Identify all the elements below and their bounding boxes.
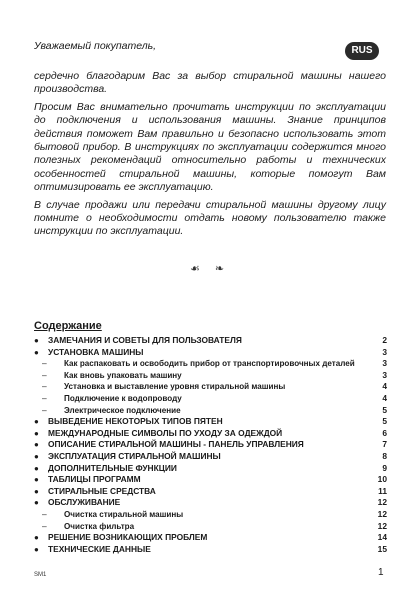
toc-entry-page: 4 bbox=[382, 381, 387, 392]
toc-entry-page: 11 bbox=[378, 485, 387, 496]
toc-subsection bbox=[34, 358, 387, 370]
toc-entry-title: ТЕХНИЧЕСКИЕ ДАННЫЕ bbox=[48, 543, 151, 554]
dash-marker: – bbox=[42, 392, 47, 403]
bullet-icon: ● bbox=[34, 347, 39, 357]
toc-entry-page: 12 bbox=[377, 508, 387, 519]
toc-entry-page: 3 bbox=[382, 369, 387, 380]
ornament-icon: ☙ ❧ bbox=[190, 263, 231, 275]
toc-entry-title: Подключение к водопроводу bbox=[64, 393, 182, 403]
bullet-icon: ● bbox=[34, 440, 39, 450]
dash-marker: – bbox=[42, 508, 47, 519]
intro-paragraph: В случае продажи или передачи стиральной машины другому лицу помните о необходимости отдать новому пользователю также инструкции по эксплуатации. bbox=[34, 198, 386, 238]
toc-entry-title: РЕШЕНИЕ ВОЗНИКАЮЩИХ ПРОБЛЕМ bbox=[48, 532, 208, 543]
bullet-icon: ● bbox=[34, 336, 39, 345]
dash-marker: – bbox=[42, 404, 47, 415]
toc-entry-title: Как вновь упаковать машину bbox=[64, 370, 182, 380]
bullet-icon: ● bbox=[34, 451, 39, 461]
bullet-icon: ● bbox=[34, 498, 39, 508]
toc-section bbox=[34, 439, 387, 451]
page-number: 1 bbox=[378, 567, 384, 578]
intro-paragraph: сердечно благодарим Вас за выбор стиральной машины нашего производства. bbox=[34, 70, 386, 96]
bullet-icon: ● bbox=[34, 475, 39, 485]
toc-subsection bbox=[34, 509, 387, 521]
bullet-icon: ● bbox=[34, 544, 39, 554]
toc-entry-page: 7 bbox=[382, 439, 387, 450]
toc-entry-page: 8 bbox=[382, 450, 387, 461]
toc-entry-title: УСТАНОВКА МАШИНЫ bbox=[48, 346, 144, 357]
toc-entry-title: ОПИСАНИЕ СТИРАЛЬНОЙ МАШИНЫ - ПАНЕЛЬ УПРАВЛЕНИЯ bbox=[48, 439, 304, 450]
dash-marker: – bbox=[42, 369, 47, 380]
toc-subsection bbox=[34, 370, 387, 382]
toc-entry-page: 5 bbox=[382, 416, 387, 427]
dash-marker: – bbox=[42, 358, 47, 369]
toc-subsection bbox=[34, 381, 387, 393]
intro-paragraph: Просим Вас внимательно прочитать инструкции по эксплуатации до подключения и использования машины. Знание принципов действия поможет Вам правильно и безопасно использовать этот бытовой прибор. В инструкциях по эксплуатации содержится много полезных рекомендаций относительно работы и технических особенностей стиральной машины, которые помогут Вам оптимизировать ее эксплуатацию. bbox=[34, 100, 386, 194]
bullet-icon: ● bbox=[34, 463, 39, 473]
toc-entry-page: 4 bbox=[382, 392, 387, 403]
dash-marker: – bbox=[42, 520, 47, 531]
toc-entry-title: Электрическое подключение bbox=[64, 405, 181, 415]
toc-entry-title: Очистка фильтра bbox=[64, 521, 135, 531]
toc-entry-page: 15 bbox=[377, 543, 387, 554]
toc-section bbox=[34, 532, 387, 544]
toc-entry-page: 3 bbox=[382, 346, 387, 357]
toc-entry-page: 12 bbox=[377, 497, 387, 508]
toc-section bbox=[34, 451, 387, 463]
toc-section bbox=[34, 474, 387, 486]
toc-entry-page: 5 bbox=[382, 404, 387, 415]
toc-title: Содержание bbox=[34, 320, 102, 332]
toc-entry-title: ЗАМЕЧАНИЯ И СОВЕТЫ ДЛЯ ПОЛЬЗОВАТЕЛЯ bbox=[48, 335, 242, 345]
table-of-contents bbox=[34, 335, 387, 555]
toc-entry-page: 14 bbox=[377, 532, 387, 543]
toc-entry-title: СТИРАЛЬНЫЕ СРЕДСТВА bbox=[48, 485, 156, 496]
toc-entry-page: 6 bbox=[382, 427, 387, 438]
toc-section bbox=[34, 544, 387, 556]
toc-entry-page: 2 bbox=[382, 335, 387, 345]
toc-section bbox=[34, 416, 387, 428]
toc-subsection bbox=[34, 405, 387, 417]
toc-entry-title: ДОПОЛНИТЕЛЬНЫЕ ФУНКЦИИ bbox=[48, 462, 177, 473]
toc-section bbox=[34, 347, 387, 359]
greeting: Уважаемый покупатель, bbox=[34, 40, 157, 52]
dash-marker: – bbox=[42, 381, 47, 392]
toc-entry-title: ЭКСПЛУАТАЦИЯ СТИРАЛЬНОЙ МАШИНЫ bbox=[48, 450, 221, 461]
toc-section bbox=[34, 335, 387, 347]
toc-entry-title: Установка и выставление уровня стиральной машины bbox=[64, 382, 286, 392]
toc-section bbox=[34, 428, 387, 440]
toc-entry-page: 10 bbox=[377, 474, 387, 485]
bullet-icon: ● bbox=[34, 428, 39, 438]
toc-entry-title: Очистка стиральной машины bbox=[64, 509, 184, 519]
toc-entry-title: ВЫВЕДЕНИЕ НЕКОТОРЫХ ТИПОВ ПЯТЕН bbox=[48, 416, 223, 427]
bullet-icon: ● bbox=[34, 533, 39, 543]
toc-subsection bbox=[34, 393, 387, 405]
bullet-icon: ● bbox=[34, 486, 39, 496]
toc-entry-page: 12 bbox=[377, 520, 387, 531]
toc-section bbox=[34, 463, 387, 475]
language-badge: RUS bbox=[345, 42, 379, 60]
bullet-icon: ● bbox=[34, 417, 39, 427]
toc-entry-title: ТАБЛИЦЫ ПРОГРАММ bbox=[48, 474, 141, 485]
toc-entry-title: ОБСЛУЖИВАНИЕ bbox=[48, 497, 121, 508]
toc-subsection bbox=[34, 521, 387, 533]
toc-entry-title: Как распаковать и освободить прибор от транспортировочных деталей bbox=[64, 359, 355, 369]
toc-entry-page: 3 bbox=[382, 358, 387, 369]
toc-section bbox=[34, 497, 387, 509]
toc-entry-title: МЕЖДУНАРОДНЫЕ СИМВОЛЫ ПО УХОДУ ЗА ОДЕЖДОЙ bbox=[48, 427, 283, 438]
toc-section bbox=[34, 486, 387, 498]
toc-entry-page: 9 bbox=[382, 462, 387, 473]
footer-code: SM1 bbox=[34, 572, 47, 578]
intro-text bbox=[34, 70, 386, 243]
